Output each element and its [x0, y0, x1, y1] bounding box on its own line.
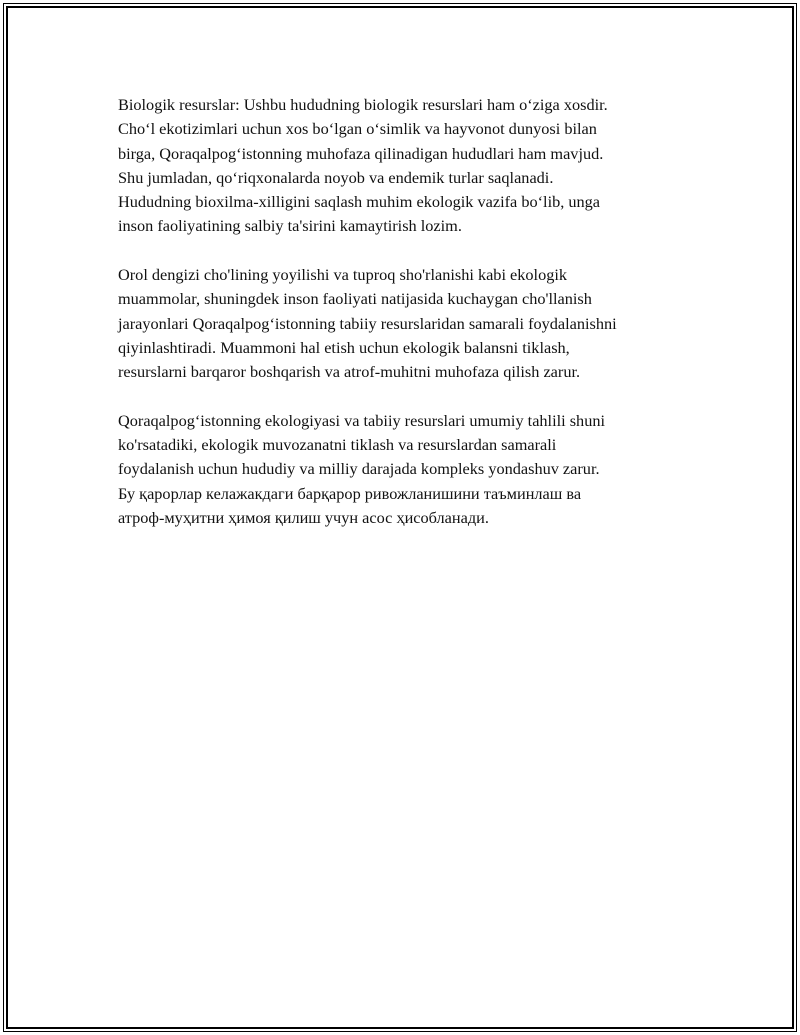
text-line: qiyinlashtiradi. Muammoni hal etish uchun ekologik balansni tiklash, [118, 337, 570, 357]
text-line: Biologik resurslar: Ushbu hududning biologik resurslari ham o‘ziga xosdir. [118, 95, 608, 114]
text-line: foydalanish uchun hududiy va milliy darajada kompleks yondashuv zarur. [118, 459, 600, 479]
text-line: атроф-муҳитни ҳимоя қилиш учун асос ҳисобланади. [118, 508, 489, 528]
text-line: resurslarni barqaror boshqarish va atrof-muhitni muhofaza qilish zarur. [118, 362, 581, 382]
document-body [118, 93, 708, 555]
text-line: Бу қарорлар келажакдаги барқарор ривожланишини таъминлаш ва [118, 483, 582, 503]
text-line: muammolar, shuningdek inson faoliyati natijasida kuchaygan cho'llanish [118, 289, 592, 309]
text-line: Qoraqalpog‘istonning ekologiyasi va tabiiy resurslari umumiy tahlili shuni [118, 410, 606, 430]
text-line: jarayonlari Qoraqalpog‘istonning tabiiy resurslaridan samarali foydalanishni [118, 313, 617, 333]
text-line: Hududning bioxilma-xilligini saqlash muhim ekologik vazifa bo‘lib, unga [118, 192, 601, 212]
text-line: ko'rsatadiki, ekologik muvozanatni tiklash va resurslardan samarali [118, 435, 557, 455]
text-line: Shu jumladan, qo‘riqxonalarda noyob va endemik turlar saqlanadi. [118, 167, 554, 187]
text-line: Orol dengizi cho'lining yoyilishi va tuproq sho'rlanishi kabi ekologik [118, 265, 568, 285]
text-line: birga, Qoraqalpog‘istonning muhofaza qilinadigan hududlari ham mavjud. [118, 143, 604, 163]
text-line: Cho‘l ekotizimlari uchun xos bo‘lgan o‘simlik va hayvonot dunyosi bilan [118, 119, 597, 139]
paragraph-aral-sea-problems [118, 263, 708, 384]
paragraph-biological-resources [118, 93, 708, 239]
paragraph-conclusion [118, 409, 708, 530]
text-line: inson faoliyatining salbiy ta'sirini kamaytirish lozim. [118, 216, 462, 236]
